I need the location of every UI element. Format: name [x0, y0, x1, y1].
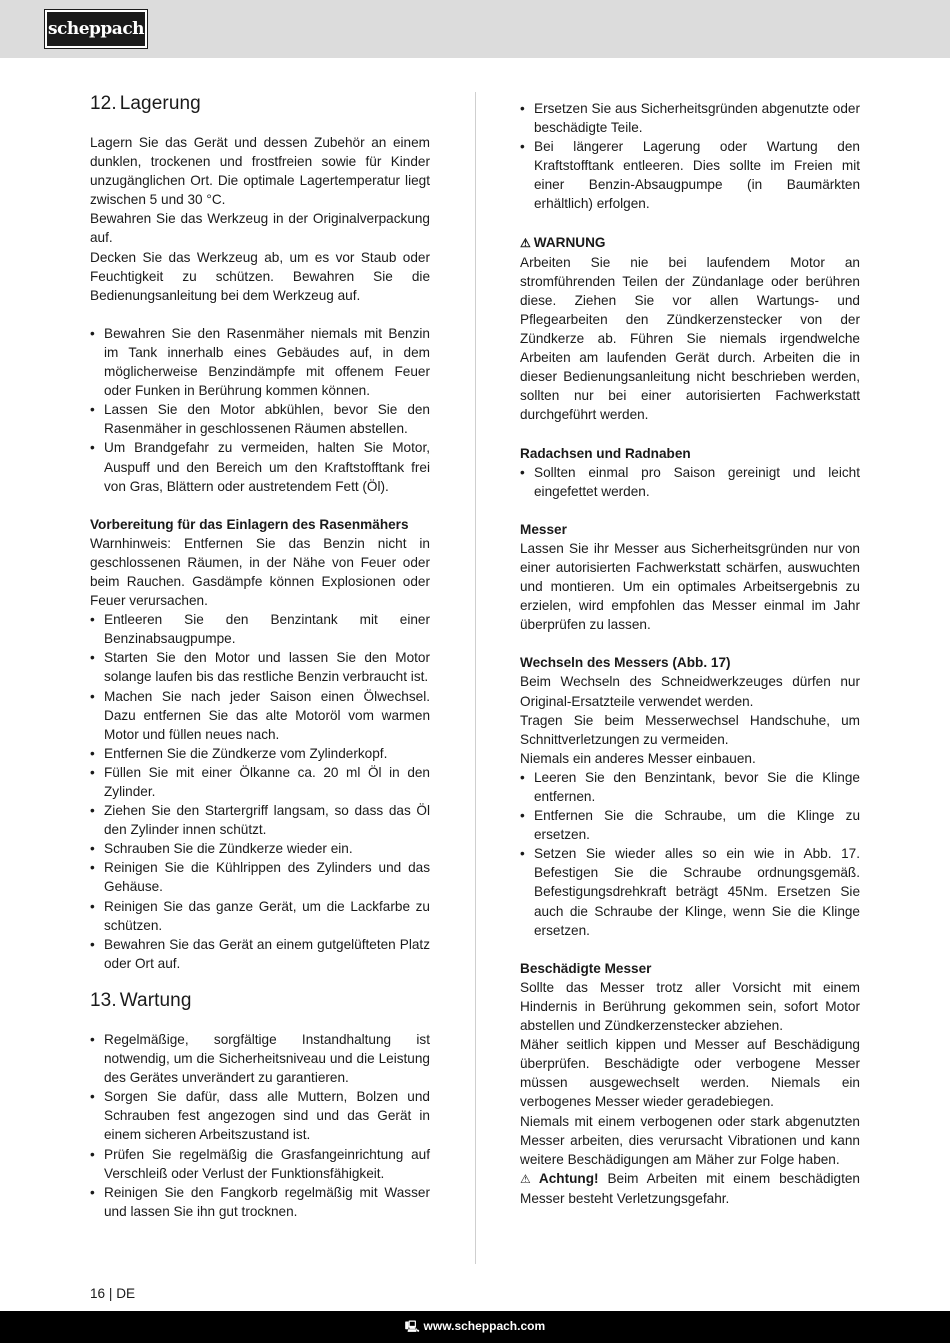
- page-number: 16 | DE: [90, 1286, 136, 1301]
- maintenance-bullet-list: [90, 1030, 430, 1221]
- list-item: • Starten Sie den Motor und lassen Sie den Motor solange laufen bis das restliche Benzin verbraucht ist.: [90, 648, 430, 686]
- section-12-number: 12.: [90, 93, 117, 114]
- blade-text: Lassen Sie ihr Messer aus Sicherheitsgründen nur von einer autorisierten Fachwerkstatt schärfen, auswuchten und montieren. Um ein optimales Arbeitsergebnis zu erzielen, wird empfohlen das Messer einmal im Jahr überprüfen zu lassen.: [520, 540, 860, 633]
- list-item: • Bewahren Sie den Rasenmäher niemals mit Benzin im Tank innerhalb eines Gebäudes auf, in dem möglicherweise Benzindämpfe mit offenem Feuer oder Funken in Berührung kommen können.: [90, 324, 430, 400]
- section-13-title: Wartung: [119, 989, 192, 1011]
- blade-change-bullet-list: [520, 768, 860, 940]
- footer-bar: [0, 1311, 950, 1343]
- storage-bullet-list: [90, 324, 430, 496]
- list-item: • Schrauben Sie die Zündkerze wieder ein.: [90, 839, 430, 858]
- warning-heading: ⚠ WARNUNG: [520, 234, 606, 250]
- list-item: • Um Brandgefahr zu vermeiden, halten Sie Motor, Auspuff und den Bereich um den Kraftstofftank frei von Gras, Blättern oder austretendem Fett (Öl).: [90, 438, 430, 495]
- storage-paragraph-3: Decken Sie das Werkzeug ab, um es vor Staub oder Feuchtigkeit zu schützen. Bewahren Sie die Bedienungsanleitung bei dem Werkzeug auf.: [90, 249, 430, 303]
- warning-triangle-icon: ⚠: [520, 1171, 536, 1186]
- list-item: • Entleeren Sie den Benzintank mit einer Benzinabsaugpumpe.: [90, 610, 430, 648]
- left-column: [90, 92, 430, 1221]
- axles-bullet-list: [520, 463, 860, 501]
- damaged-blade-paragraph-2: Mäher seitlich kippen und Messer auf Beschädigung überprüfen. Beschädigte oder verbogene Messer müssen ausgewechselt werden. Niemals ein verbogenes Messer wieder geradebiegen.: [520, 1037, 860, 1110]
- section-12-title: Lagerung: [119, 93, 201, 114]
- attention-label: Achtung!: [538, 1170, 599, 1186]
- warning-text: Arbeiten Sie nie bei laufendem Motor an stromführenden Teilen der Zündanlage oder berühren diese. Ziehen Sie vor allen Wartungs- und Pflegearbeiten den Zündkerzenstecker von der Zündkerze ab. Führen Sie niemals irgendwelche Arbeiten am laufenden Gerät durch. Arbeiten die in dieser Bedienungsanleitung nicht beschrieben werden, sollten nur bei einer autorisierten Fachwerkstatt durchgeführt werden.: [520, 254, 860, 423]
- maintenance-bullet-list-continued: [520, 99, 860, 214]
- brand-logo: scheppach: [45, 10, 147, 48]
- list-item: • Bei längerer Lagerung oder Wartung den Kraftstofftank entleeren. Dies sollte im Freien mit einer Benzin-Absaugpumpe (in Baumärkten erhältlich) erfolgen.: [520, 137, 860, 213]
- prep-warning-text: Warnhinweis: Entfernen Sie das Benzin nicht in geschlossenen Räumen, in der Nähe von Feuer oder beim Rauchen. Gasdämpfe können Explosionen oder Feuer verursachen.: [90, 535, 430, 609]
- list-item: • Ziehen Sie den Startergriff langsam, so dass das Öl den Zylinder innen schützt.: [90, 801, 430, 839]
- list-item: • Entfernen Sie die Schraube, um die Klinge zu ersetzen.: [520, 806, 860, 844]
- list-item: • Sollten einmal pro Saison gereinigt und leicht eingefettet werden.: [520, 463, 860, 501]
- warning-triangle-icon: ⚠: [520, 235, 531, 250]
- blade-change-paragraph-1: Beim Wechseln des Schneidwerkzeuges dürfen nur Original-Ersatzteile verwendet werden.: [520, 674, 860, 709]
- column-divider: [475, 92, 476, 1264]
- list-item: • Regelmäßige, sorgfältige Instandhaltung ist notwendig, um die Sicherheitsniveau und die Leistung des Gerätes unverändert zu garantieren.: [90, 1030, 430, 1087]
- blade-subheading: Messer: [520, 521, 567, 537]
- list-item: • Prüfen Sie regelmäßig die Grasfangeinrichtung auf Verschleiß oder Verlust der Funktionsfähigkeit.: [90, 1145, 430, 1183]
- blade-change-paragraph-2: Tragen Sie beim Messerwechsel Handschuhe, um Schnittverletzungen zu vermeiden.: [520, 712, 860, 747]
- list-item: • Machen Sie nach jeder Saison einen Ölwechsel. Dazu entfernen Sie das alte Motoröl vom warmen Motor und füllen neues nach.: [90, 687, 430, 744]
- list-item: • Bewahren Sie das Gerät an einem gutgelüfteten Platz oder Ort auf.: [90, 935, 430, 973]
- section-13-number: 13.: [90, 989, 117, 1011]
- storage-paragraph-2: Bewahren Sie das Werkzeug in der Originalverpackung auf.: [90, 211, 430, 246]
- list-item: • Füllen Sie mit einer Ölkanne ca. 20 ml Öl in den Zylinder.: [90, 763, 430, 801]
- attention-note: [520, 1169, 860, 1208]
- list-item: • Setzen Sie wieder alles so ein wie in Abb. 17. Befestigen Sie die Schraube ordnungsgemäß. Befestigungsdrehkraft beträgt 45Nm. Ersetzen Sie auch die Schraube der Klinge, wenn Sie die Klinge ersetzen.: [520, 844, 860, 939]
- prep-subheading: Vorbereitung für das Einlagern des Rasenmähers: [90, 516, 409, 532]
- prep-bullet-list: [90, 610, 430, 973]
- monitor-icon: 🖳: [404, 1321, 420, 1333]
- website-link[interactable]: www.scheppach.com: [423, 1319, 546, 1333]
- storage-paragraph-1: Lagern Sie das Gerät und dessen Zubehör an einem dunklen, trockenen und frostfreien sowie für Kinder unzugänglichen Ort. Die optimale Lagertemperatur liegt zwischen 5 und 30 °C.: [90, 135, 430, 208]
- list-item: • Reinigen Sie die Kühlrippen des Zylinders und das Gehäuse.: [90, 858, 430, 896]
- blade-change-subheading: Wechseln des Messers (Abb. 17): [520, 655, 731, 671]
- blade-change-paragraph-3: Niemals ein anderes Messer einbauen.: [520, 750, 756, 766]
- list-item: • Lassen Sie den Motor abkühlen, bevor Sie den Rasenmäher in geschlossenen Räumen abstellen.: [90, 400, 430, 438]
- list-item: • Ersetzen Sie aus Sicherheitsgründen abgenutzte oder beschädigte Teile.: [520, 99, 860, 137]
- list-item: • Sorgen Sie dafür, dass alle Muttern, Bolzen und Schrauben fest angezogen sind und das Gerät in einem sicheren Arbeitszustand ist.: [90, 1087, 430, 1144]
- list-item: • Entfernen Sie die Zündkerze vom Zylinderkopf.: [90, 744, 430, 763]
- section-13-heading: [90, 989, 430, 1013]
- damaged-blade-paragraph-3: Niemals mit einem verbogenen oder stark abgenutzten Messer arbeiten, dies verursacht Vibrationen und kann weitere Beschädigungen am Mäher zur Folge haben.: [520, 1113, 860, 1167]
- damaged-blade-subheading: Beschädigte Messer: [520, 960, 652, 976]
- axles-subheading: Radachsen und Radnaben: [520, 445, 691, 461]
- list-item: • Reinigen Sie das ganze Gerät, um die Lackfarbe zu schützen.: [90, 897, 430, 935]
- section-12-heading: [90, 92, 430, 116]
- list-item: • Reinigen Sie den Fangkorb regelmäßig mit Wasser und lassen Sie ihn gut trocknen.: [90, 1183, 430, 1221]
- damaged-blade-paragraph-1: Sollte das Messer trotz aller Vorsicht mit einem Hindernis in Berührung gekommen sein, sofort Motor abstellen und Zündkerzenstecker abziehen.: [520, 979, 860, 1034]
- list-item: • Leeren Sie den Benzintank, bevor Sie die Klinge entfernen.: [520, 768, 860, 806]
- right-column: [520, 99, 860, 1208]
- attention-text: Beim Arbeiten mit einem beschädigten Messer besteht Verletzungsgefahr.: [520, 1170, 860, 1206]
- header-bar: [0, 0, 950, 58]
